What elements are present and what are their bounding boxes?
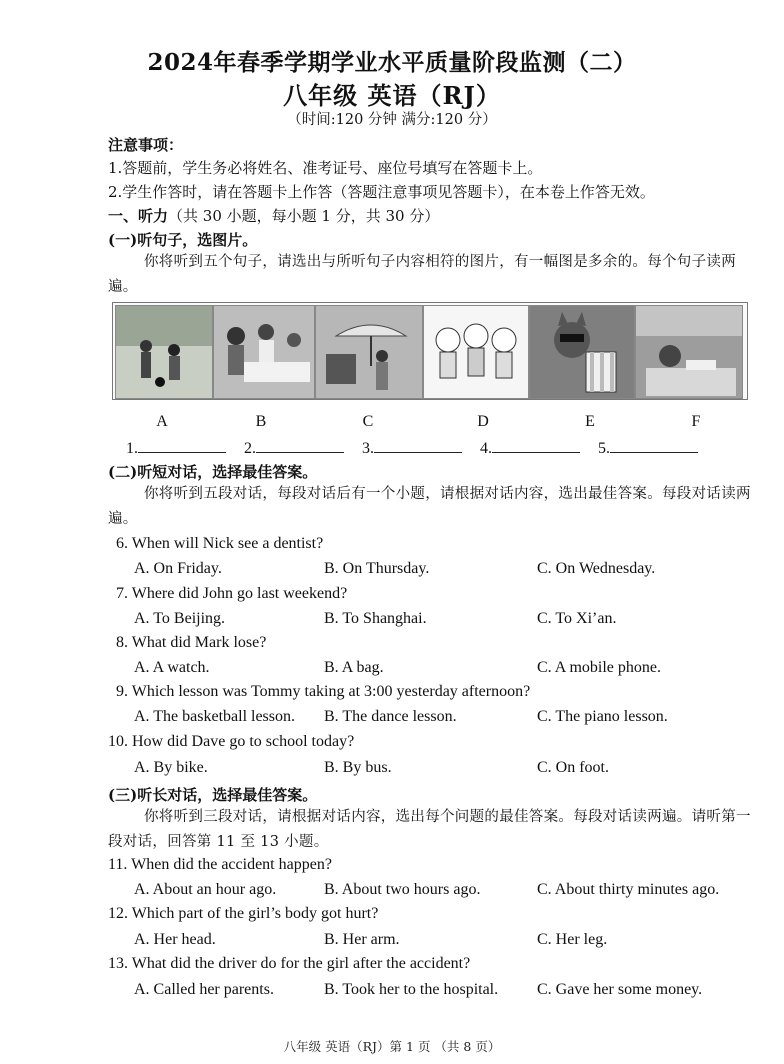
picture-label-a: A (156, 413, 168, 430)
picture-f (635, 305, 743, 399)
blank-number: 4. (480, 440, 492, 457)
q7-option-c[interactable]: C. To Xi’an. (537, 610, 617, 627)
q7-option-a[interactable]: A. To Beijing. (134, 610, 226, 627)
section-score-note: （共 30 小题，每小题 1 分，共 30 分） (168, 207, 440, 225)
question-10: 10. How did Dave go to school today? (108, 733, 355, 750)
q13-option-c[interactable]: C. Gave her some money. (537, 981, 703, 998)
q10-option-a[interactable]: A. By bike. (134, 759, 208, 776)
q12-option-b[interactable]: B. Her arm. (324, 931, 400, 948)
question-6: 6. When will Nick see a dentist? (116, 535, 324, 552)
q8-option-a[interactable]: A. A watch. (134, 659, 210, 676)
answer-blank-3[interactable] (362, 438, 462, 458)
boy-studying-icon (636, 306, 742, 398)
answer-blank-4[interactable] (480, 438, 580, 458)
picture-label-f: F (691, 413, 701, 430)
q6-option-b[interactable]: B. On Thursday. (324, 560, 430, 577)
question-8: 8. What did Mark lose? (116, 634, 267, 651)
q10-option-b[interactable]: B. By bus. (324, 759, 392, 776)
question-13: 13. What did the driver do for the girl after the accident? (108, 955, 471, 972)
q11-option-c[interactable]: C. About thirty minutes ago. (537, 881, 720, 898)
q12-option-a[interactable]: A. Her head. (134, 931, 216, 948)
part1-instruction: 你将听到五个句子，请选出与所听句子内容相符的图片，有一幅图是多余的。每个句子读两遍。 (108, 254, 736, 295)
part3-heading: (三)听长对话，选择最佳答案。 (108, 786, 318, 804)
picture-label-b: B (255, 413, 267, 430)
exam-title: 2024年春季学期学业水平质量阶段监测（二） (147, 49, 637, 76)
part2-instruction: 你将听到五段对话，每段对话后有一个小题，请根据对话内容，选出最佳答案。每段对话读两遍。 (108, 486, 751, 527)
exam-subtitle: 八年级 英语（RJ） (283, 81, 501, 110)
q7-option-b[interactable]: B. To Shanghai. (324, 610, 427, 627)
section-title: 一、听力 (108, 207, 169, 225)
q8-option-b[interactable]: B. A bag. (324, 659, 384, 676)
blank-number: 2. (244, 440, 256, 457)
cartoon-children-icon (424, 306, 528, 398)
notes-heading: 注意事项： (108, 136, 184, 154)
q9-option-c[interactable]: C. The piano lesson. (537, 708, 668, 725)
picture-label-c: C (362, 413, 374, 430)
section-heading (108, 205, 439, 226)
answer-blank-5[interactable] (598, 438, 698, 458)
exam-time-info: （时间:120 分钟 满分:120 分） (287, 112, 497, 128)
picture-e (529, 305, 635, 399)
picture-c (315, 305, 423, 399)
picture-a (115, 305, 213, 399)
picture-label-e: E (585, 413, 595, 430)
q9-option-a[interactable]: A. The basketball lesson. (134, 708, 296, 725)
picture-d (423, 305, 529, 399)
blank-number: 1. (126, 440, 138, 457)
q13-option-a[interactable]: A. Called her parents. (134, 981, 274, 998)
note-item-2: 2.学生作答时，请在答题卡上作答（答题注意事项见答题卡），在本卷上作答无效。 (108, 183, 655, 201)
q10-option-c[interactable]: C. On foot. (537, 759, 609, 776)
question-9: 9. Which lesson was Tommy taking at 3:00 yesterday afternoon? (116, 683, 531, 700)
q9-option-b[interactable]: B. The dance lesson. (324, 708, 457, 725)
question-11: 11. When did the accident happen? (108, 856, 332, 873)
part1-heading: (一)听句子，选图片。 (108, 231, 258, 249)
blank-number: 5. (598, 440, 610, 457)
q6-option-c[interactable]: C. On Wednesday. (537, 560, 656, 577)
picture-b (213, 305, 315, 399)
note-item-1: 1.答题前，学生务必将姓名、准考证号、座位号填写在答题卡上。 (108, 159, 543, 177)
question-7: 7. Where did John go last weekend? (116, 585, 348, 602)
cat-popcorn-icon (530, 306, 634, 398)
part2-heading: (二)听短对话，选择最佳答案。 (108, 463, 318, 481)
q6-option-a[interactable]: A. On Friday. (134, 560, 222, 577)
blank-number: 3. (362, 440, 374, 457)
basketball-scene-icon (116, 306, 212, 398)
q8-option-c[interactable]: C. A mobile phone. (537, 659, 661, 676)
question-12: 12. Which part of the girl’s body got hurt? (108, 905, 379, 922)
q11-option-b[interactable]: B. About two hours ago. (324, 881, 481, 898)
picture-label-d: D (477, 413, 489, 430)
street-umbrella-icon (316, 306, 422, 398)
page-footer: 八年级 英语（RJ）第 1 页 （共 8 页） (283, 1039, 501, 1054)
q13-option-b[interactable]: B. Took her to the hospital. (324, 981, 499, 998)
q11-option-a[interactable]: A. About an hour ago. (134, 881, 277, 898)
picture-strip (112, 302, 748, 400)
q12-option-c[interactable]: C. Her leg. (537, 931, 608, 948)
answer-blank-2[interactable] (244, 438, 344, 458)
answer-blank-1[interactable] (126, 438, 226, 458)
part3-instruction: 你将听到三段对话，请根据对话内容，选出每个问题的最佳答案。每段对话读两遍。请听第一段对话，回答第 11 至 13 小题。 (108, 809, 751, 850)
classroom-scene-icon (214, 306, 314, 398)
